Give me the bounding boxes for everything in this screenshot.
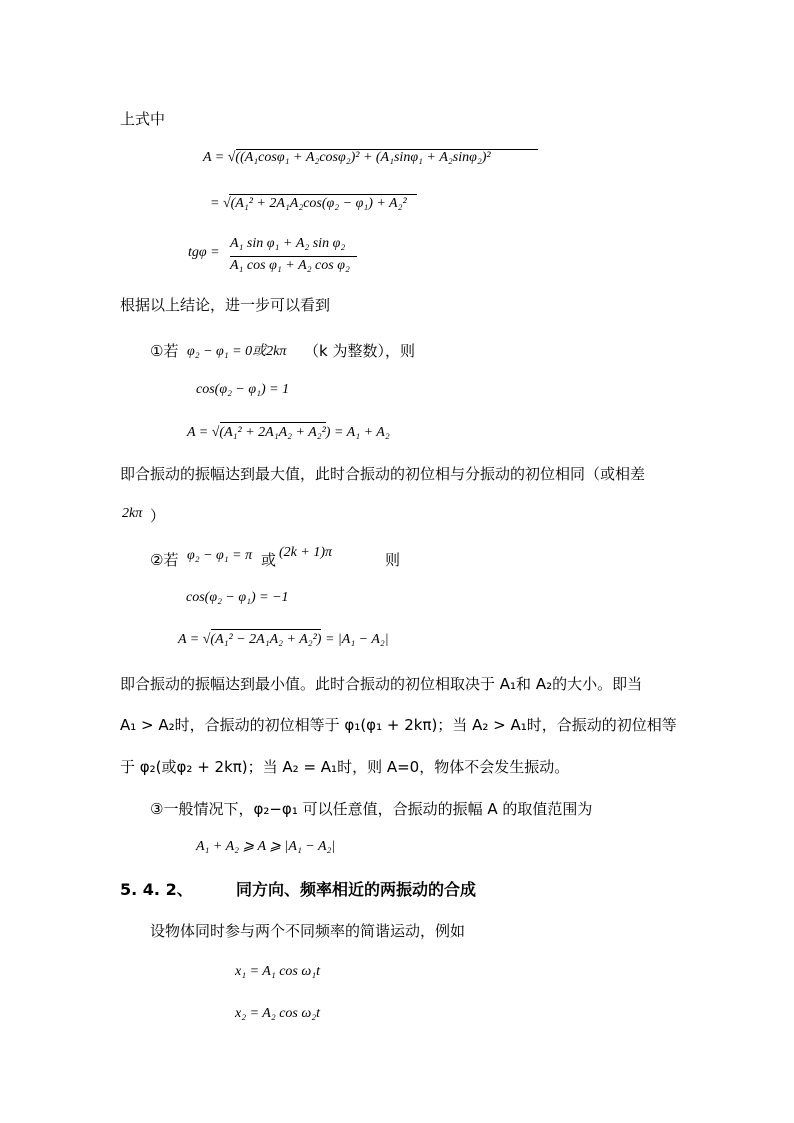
conclusion-intro: 根据以上结论，进一步可以看到 — [120, 296, 331, 314]
case2-text2: A₁ > A₂时，合振动的初位相等于 φ₁(φ₁ + 2kπ)；当 A₂ > A₁时，合振动的初位相等 — [120, 716, 677, 734]
phase-numerator: A₁ sin φ₁ + A₂ sin φ₂ — [230, 236, 346, 251]
case2-eq1: cos(φ₂ − φ₁) = −1 — [186, 590, 289, 605]
case3-text: ③一般情况下，φ₂−φ₁ 可以任意值，合振动的振幅 A 的取值范围为 — [150, 800, 593, 818]
amplitude-formula-line1: A = √((A₁cosφ₁ + A₂cosφ₂)² + (A₁sinφ₁ + A₂sinφ₂)² — [203, 150, 491, 165]
section-title: 同方向、频率相近的两振动的合成 — [236, 880, 477, 899]
x2-equation: x₂ = A₂ cos ω₂t — [235, 1006, 320, 1021]
case1-text2b: ） — [150, 507, 166, 525]
sqrt-bar-2 — [229, 194, 417, 195]
case2-eq2: A = √(A₁² − 2A₁A₂ + A₂²) = |A₁ − A₂| — [178, 632, 389, 647]
case2-cond-b: (2k + 1)π — [279, 545, 332, 560]
case2-cond-a: φ₂ − φ₁ = π — [187, 548, 253, 563]
case1-note: （k 为整数），则 — [304, 342, 415, 360]
case2-then: 则 — [385, 551, 401, 569]
case1-eq2: A = √(A₁² + 2A₁A₂ + A₂²) = A₁ + A₂ — [187, 425, 390, 440]
case2-marker: ②若 — [150, 551, 179, 569]
case1-condition: φ₂ − φ₁ = 0或2kπ — [187, 344, 287, 359]
phase-denominator: A₁ cos φ₁ + A₂ cos φ₂ — [230, 258, 350, 273]
phase-lhs: tgφ = — [188, 245, 220, 260]
case3-inequality: A₁ + A₂ ⩾ A ⩾ |A₁ − A₂| — [196, 839, 336, 854]
sqrt-bar-3 — [220, 422, 326, 423]
section-number: 5. 4. 2、 — [120, 880, 193, 899]
x1-equation: x₁ = A₁ cos ω₁t — [235, 964, 320, 979]
case2-or: 或 — [261, 551, 277, 569]
sqrt-bar-1 — [236, 149, 538, 150]
section-intro: 设物体同时参与两个不同频率的简谐运动，例如 — [150, 922, 466, 940]
case2-text3: 于 φ₂(或φ₂ + 2kπ)；当 A₂ = A₁时，则 A=0，物体不会发生振动。 — [120, 758, 570, 776]
case1-text1: 即合振动的振幅达到最大值，此时合振动的初位相与分振动的初位相同（或相差 — [120, 465, 646, 483]
case2-text1: 即合振动的振幅达到最小值。此时合振动的初位相取决于 A₁和 A₂的大小。即当 — [120, 675, 643, 693]
fraction-bar — [230, 256, 357, 257]
amplitude-formula-line2: = √(A₁² + 2A₁A₂cos(φ₂ − φ₁) + A₂² — [210, 196, 407, 211]
case1-text2a: 2kπ — [122, 506, 143, 521]
intro-text: 上式中 — [120, 110, 166, 128]
case1-eq1: cos(φ₂ − φ₁) = 1 — [196, 382, 290, 397]
sqrt-bar-4 — [211, 629, 321, 630]
case1-marker: ①若 — [150, 342, 179, 360]
